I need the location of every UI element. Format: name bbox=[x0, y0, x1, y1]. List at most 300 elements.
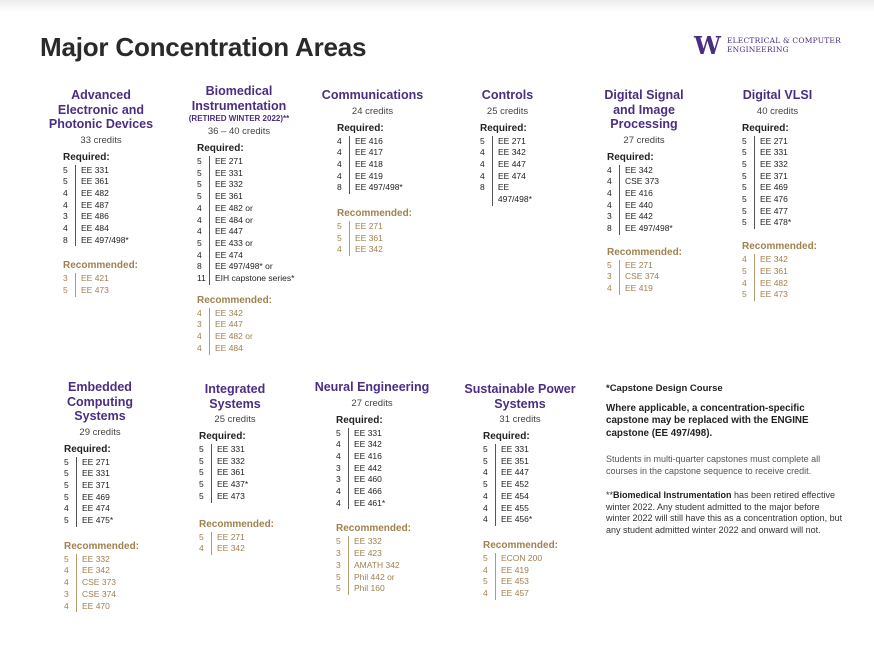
credit-value: 4 bbox=[607, 199, 612, 210]
area-title-line: Systems bbox=[494, 396, 546, 411]
course-row bbox=[607, 211, 694, 223]
course-row bbox=[742, 182, 820, 194]
recommended-row bbox=[199, 532, 278, 544]
course-row bbox=[742, 136, 820, 148]
credit-value: 4 bbox=[197, 202, 202, 213]
recommended-heading: Recommended: bbox=[337, 208, 413, 220]
course-row bbox=[742, 159, 820, 171]
top-band bbox=[0, 0, 874, 12]
course-code: EE 361 bbox=[754, 266, 788, 278]
multiquarter-note: Students in multi-quarter capstones must complete all courses in the capstone sequence to receive credit. bbox=[606, 454, 821, 476]
course-row bbox=[336, 498, 433, 510]
recommended-row bbox=[336, 583, 433, 595]
course-row bbox=[607, 223, 694, 235]
recommended-heading: Recommended: bbox=[742, 241, 818, 253]
course-code: EE 473 bbox=[75, 285, 109, 297]
credit-value: 4 bbox=[742, 277, 747, 288]
course-code: EE 419 bbox=[495, 565, 529, 577]
recommended-row bbox=[336, 536, 433, 548]
area-title-line: Communications bbox=[321, 88, 424, 102]
required-heading: Required: bbox=[742, 122, 789, 134]
area-title bbox=[735, 88, 820, 103]
course-row bbox=[607, 176, 694, 188]
credit-value: 5 bbox=[197, 179, 202, 190]
credit-value: 5 bbox=[197, 156, 202, 166]
course-code: EE 469 bbox=[76, 492, 110, 504]
area-advanced-electronic-and-photonic-devices bbox=[45, 88, 157, 297]
course-lists bbox=[63, 152, 157, 297]
area-title bbox=[470, 88, 545, 103]
recommended-row bbox=[197, 319, 302, 331]
credit-value: 3 bbox=[607, 271, 612, 282]
area-title-line: Digital Signal bbox=[604, 88, 684, 102]
course-code: EE 474 bbox=[492, 171, 526, 183]
credit-value: 4 bbox=[607, 176, 612, 187]
course-row bbox=[199, 491, 278, 503]
credits-label: 40 credits bbox=[756, 105, 799, 117]
course-code: EE 271 bbox=[492, 136, 526, 148]
area-title-line: Systems bbox=[74, 409, 126, 423]
course-row bbox=[483, 444, 580, 456]
credit-value: 4 bbox=[607, 164, 612, 175]
required-heading: Required: bbox=[199, 431, 246, 442]
course-row bbox=[197, 273, 302, 285]
recommended-row bbox=[742, 278, 820, 290]
course-row bbox=[63, 223, 157, 235]
course-row bbox=[64, 492, 148, 504]
credit-value: 5 bbox=[742, 194, 747, 205]
course-row bbox=[197, 261, 302, 273]
required-heading: Required: bbox=[337, 122, 384, 134]
course-row bbox=[336, 474, 433, 486]
recommended-row bbox=[64, 601, 148, 613]
course-code: EE 486 bbox=[75, 211, 109, 223]
course-row bbox=[337, 147, 430, 159]
course-row bbox=[63, 176, 157, 188]
recommended-row bbox=[336, 572, 433, 584]
course-row bbox=[197, 215, 302, 227]
credit-value: 5 bbox=[199, 444, 204, 454]
required-heading: Required: bbox=[336, 414, 383, 426]
course-code: CSE 373 bbox=[76, 577, 116, 589]
credit-value: 5 bbox=[742, 205, 747, 216]
course-code: ECON 200 bbox=[495, 553, 542, 565]
course-row bbox=[63, 165, 157, 177]
recommended-row bbox=[337, 244, 430, 256]
area-title-line: Neural Engineering bbox=[314, 380, 430, 394]
credit-value: 4 bbox=[197, 226, 202, 237]
recommended-heading: Recommended: bbox=[63, 260, 139, 272]
credit-value: 5 bbox=[64, 491, 69, 502]
course-lists bbox=[483, 431, 580, 600]
recommended-heading: Recommended: bbox=[607, 246, 683, 258]
course-code: EE 456* bbox=[495, 514, 532, 526]
course-code: EE 440 bbox=[619, 200, 653, 212]
credit-value: 4 bbox=[197, 331, 202, 342]
recommended-row bbox=[483, 553, 580, 565]
area-integrated-systems bbox=[192, 382, 278, 555]
course-row bbox=[64, 457, 148, 469]
credit-value: 5 bbox=[607, 259, 612, 270]
course-code: EE 417 bbox=[349, 147, 383, 159]
area-title-line: and Image bbox=[613, 102, 675, 117]
course-code: EE 332 bbox=[209, 179, 243, 191]
area-title bbox=[315, 88, 430, 103]
recommended-row bbox=[197, 343, 302, 355]
course-code: EE 331 bbox=[209, 168, 243, 180]
course-code: EE 460 bbox=[348, 474, 382, 486]
credit-value: 4 bbox=[607, 283, 612, 294]
course-code: EE 418 bbox=[349, 159, 383, 171]
course-code: EE 342 bbox=[76, 565, 110, 577]
credit-value: 4 bbox=[63, 199, 68, 210]
uw-w-logo-icon: W bbox=[694, 31, 721, 60]
course-code: EE 351 bbox=[495, 456, 529, 468]
capstone-note: Where applicable, a concentration-specific capstone may be replaced with the ENGINE capstone (EE 497/498). bbox=[606, 402, 809, 439]
course-row bbox=[336, 428, 433, 440]
course-row bbox=[480, 136, 545, 148]
credit-value: 4 bbox=[64, 600, 69, 611]
credit-value: 8 bbox=[337, 182, 342, 193]
course-code: EE 332 bbox=[348, 536, 382, 548]
course-row bbox=[483, 467, 580, 479]
credit-value: 4 bbox=[197, 214, 202, 225]
course-row bbox=[63, 235, 157, 247]
area-title-line: Sustainable Power bbox=[464, 382, 576, 396]
course-row bbox=[197, 179, 302, 191]
credit-value: 4 bbox=[337, 135, 342, 146]
area-sustainable-power-systems bbox=[460, 382, 580, 600]
course-lists bbox=[197, 143, 302, 355]
credit-value: 5 bbox=[199, 455, 204, 466]
area-title-line: Integrated bbox=[204, 382, 266, 396]
credit-value: 5 bbox=[64, 479, 69, 490]
credit-value: 4 bbox=[336, 486, 341, 497]
course-code: EE 421 bbox=[75, 273, 109, 285]
credit-value: 5 bbox=[337, 221, 342, 232]
course-row bbox=[480, 159, 545, 171]
credit-value: 5 bbox=[199, 479, 204, 490]
course-code: EE 332 bbox=[76, 554, 110, 566]
credit-value: 8 bbox=[607, 223, 612, 234]
course-code: EE 497/498* bbox=[349, 182, 403, 194]
course-code: EE 271 bbox=[211, 532, 245, 544]
recommended-row bbox=[742, 266, 820, 278]
recommended-row bbox=[483, 576, 580, 588]
course-row bbox=[483, 514, 580, 526]
course-code: EE 361 bbox=[349, 233, 383, 245]
credit-value: 5 bbox=[64, 553, 69, 564]
credit-value: 4 bbox=[63, 223, 68, 234]
course-code: EE 482 bbox=[75, 188, 109, 200]
course-code: EE 469 bbox=[754, 182, 788, 194]
credit-value: 4 bbox=[337, 170, 342, 181]
course-code: Phil 442 or bbox=[348, 572, 395, 584]
area-title bbox=[176, 84, 302, 113]
course-row bbox=[197, 226, 302, 238]
credits-label: 31 credits bbox=[499, 414, 541, 425]
credit-value: 3 bbox=[336, 548, 341, 559]
required-heading: Required: bbox=[483, 431, 530, 442]
course-row bbox=[63, 188, 157, 200]
course-code: EE 433 or bbox=[209, 238, 253, 250]
course-row bbox=[607, 188, 694, 200]
credit-value: 4 bbox=[197, 307, 202, 318]
recommended-row bbox=[64, 565, 148, 577]
credit-value: 3 bbox=[336, 559, 341, 570]
recommended-row bbox=[336, 548, 433, 560]
course-code: EE 371 bbox=[754, 171, 788, 183]
ece-logo bbox=[694, 31, 841, 60]
course-lists bbox=[742, 123, 820, 301]
course-code: EE 361 bbox=[75, 176, 109, 188]
course-code: EE 466 bbox=[348, 486, 382, 498]
credit-value: 5 bbox=[64, 468, 69, 479]
credit-value: 4 bbox=[197, 249, 202, 260]
credit-value: 5 bbox=[483, 576, 488, 587]
credit-value: 5 bbox=[742, 135, 747, 146]
course-code: EE 476 bbox=[754, 194, 788, 206]
course-row bbox=[337, 182, 430, 194]
credits-label: 27 credits bbox=[623, 134, 665, 146]
credit-value: 4 bbox=[337, 244, 342, 255]
credit-value: 5 bbox=[483, 552, 488, 563]
course-code: EE 442 bbox=[619, 211, 653, 223]
course-code: CSE 374 bbox=[76, 589, 116, 601]
credit-value: 5 bbox=[336, 427, 341, 438]
recommended-row bbox=[64, 577, 148, 589]
course-row bbox=[480, 171, 545, 183]
course-code: EE 331 bbox=[76, 468, 110, 480]
credit-value: 5 bbox=[336, 583, 341, 594]
recommended-row bbox=[607, 271, 694, 283]
credit-value: 4 bbox=[337, 147, 342, 158]
page-title: Major Concentration Areas bbox=[40, 32, 367, 62]
recommended-row bbox=[337, 233, 430, 245]
credit-value: 3 bbox=[197, 319, 202, 330]
area-biomedical-instrumentation bbox=[176, 84, 302, 355]
credit-value: 5 bbox=[63, 176, 68, 187]
course-code: EE 271 bbox=[754, 136, 788, 148]
credit-value: 3 bbox=[607, 211, 612, 222]
credit-value: 5 bbox=[480, 135, 485, 146]
credit-value: 4 bbox=[336, 450, 341, 461]
required-heading: Required: bbox=[480, 122, 527, 134]
credit-value: 5 bbox=[197, 191, 202, 202]
credit-value: 5 bbox=[483, 479, 488, 490]
recommended-row bbox=[64, 554, 148, 566]
course-code: EE 474 bbox=[209, 250, 243, 262]
course-code: EE 497/498* bbox=[75, 235, 129, 247]
course-row bbox=[199, 456, 278, 468]
notes-panel bbox=[606, 383, 846, 536]
course-row bbox=[197, 168, 302, 180]
credits-label: 27 credits bbox=[351, 397, 393, 409]
course-code: CSE 373 bbox=[619, 176, 659, 188]
course-code: EE 475* bbox=[76, 515, 113, 527]
credit-value: 5 bbox=[742, 147, 747, 158]
course-row bbox=[483, 456, 580, 468]
credits-label: 33 credits bbox=[80, 134, 122, 146]
course-row bbox=[197, 156, 302, 168]
course-lists bbox=[337, 123, 430, 257]
capstone-heading: *Capstone Design Course bbox=[606, 383, 723, 394]
recommended-heading: Recommended: bbox=[336, 523, 412, 535]
credit-value: 5 bbox=[199, 490, 204, 501]
retired-note: **Biomedical Instrumentation has been retired effective winter 2022. Any student admitted to the major before winter 2022 will still have this as a concentration option, but any student admitted winter 2022 and onward will not. bbox=[606, 490, 843, 535]
recommended-row bbox=[63, 273, 157, 285]
course-code: EE 271 bbox=[349, 221, 383, 233]
credit-value: 5 bbox=[742, 170, 747, 181]
course-code: EE 342 bbox=[754, 254, 788, 266]
credits-label: 25 credits bbox=[214, 414, 256, 425]
area-title-line: Embedded bbox=[68, 380, 132, 394]
credit-value: 4 bbox=[607, 187, 612, 198]
course-code: EE 442 bbox=[348, 463, 382, 475]
credit-value: 3 bbox=[63, 273, 68, 284]
course-code: EE 473 bbox=[754, 289, 788, 301]
recommended-heading: Recommended: bbox=[64, 540, 140, 552]
course-row bbox=[199, 479, 278, 491]
credit-value: 5 bbox=[337, 232, 342, 243]
credit-value: 5 bbox=[197, 167, 202, 178]
course-code: EE 423 bbox=[348, 548, 382, 560]
course-code: EE 482 or bbox=[209, 203, 253, 215]
course-row bbox=[480, 182, 545, 205]
course-code: EE 416 bbox=[349, 136, 383, 148]
course-row bbox=[483, 491, 580, 503]
course-code: EE 342 bbox=[349, 244, 383, 256]
recommended-heading: Recommended: bbox=[483, 539, 559, 551]
area-title-line: Controls bbox=[481, 88, 534, 102]
credit-value: 5 bbox=[64, 515, 69, 526]
required-heading: Required: bbox=[607, 151, 654, 163]
recommended-heading: Recommended: bbox=[197, 294, 273, 306]
credit-value: 4 bbox=[483, 514, 488, 525]
credit-value: 5 bbox=[742, 289, 747, 300]
credit-value: 5 bbox=[742, 182, 747, 193]
credit-value: 4 bbox=[336, 439, 341, 450]
credit-value: 5 bbox=[742, 265, 747, 276]
course-code: EE 457 bbox=[495, 588, 529, 600]
course-row bbox=[197, 191, 302, 203]
area-title bbox=[45, 88, 157, 132]
area-title-line: Electronic and bbox=[57, 102, 145, 117]
course-code: EE 473 bbox=[211, 491, 245, 503]
recommended-row bbox=[199, 543, 278, 555]
area-title-line: Processing bbox=[610, 117, 678, 131]
course-code: EE 342 bbox=[619, 165, 653, 177]
course-code: AMATH 342 bbox=[348, 560, 400, 572]
credit-value: 4 bbox=[63, 187, 68, 198]
credit-value: 5 bbox=[742, 217, 747, 228]
credit-value: 3 bbox=[336, 462, 341, 473]
area-controls bbox=[470, 88, 545, 206]
recommended-row bbox=[607, 283, 694, 295]
area-title bbox=[52, 380, 148, 424]
credit-value: 4 bbox=[483, 467, 488, 478]
course-row bbox=[337, 159, 430, 171]
course-code: EIH capstone series* bbox=[209, 273, 294, 285]
credits-label: 29 credits bbox=[79, 426, 121, 438]
credit-value: 4 bbox=[483, 564, 488, 575]
course-code: Phil 160 bbox=[348, 583, 385, 595]
course-code: EE 361 bbox=[209, 191, 243, 203]
area-neural-engineering bbox=[311, 380, 433, 595]
course-code: EE 484 or bbox=[209, 215, 253, 227]
course-code: EE 331 bbox=[75, 165, 109, 177]
course-row bbox=[607, 200, 694, 212]
recommended-row bbox=[483, 565, 580, 577]
course-code: EE 447 bbox=[495, 467, 529, 479]
credit-value: 5 bbox=[483, 455, 488, 466]
course-row bbox=[64, 480, 148, 492]
course-row bbox=[199, 444, 278, 456]
credit-value: 4 bbox=[480, 158, 485, 169]
course-lists bbox=[336, 415, 433, 595]
course-code: EE 447 bbox=[209, 226, 243, 238]
course-code: EE 453 bbox=[495, 576, 529, 588]
recommended-row bbox=[607, 260, 694, 272]
course-code: EE 342 bbox=[348, 439, 382, 451]
course-code: EE 342 bbox=[211, 543, 245, 555]
course-row bbox=[742, 206, 820, 218]
course-row bbox=[336, 486, 433, 498]
credit-value: 4 bbox=[480, 170, 485, 181]
required-heading: Required: bbox=[63, 151, 110, 163]
course-code: EE 342 bbox=[209, 308, 243, 320]
area-digital-vlsi bbox=[735, 88, 820, 301]
course-row bbox=[337, 171, 430, 183]
course-code: EE 331 bbox=[495, 444, 529, 456]
logo-wordmark: ELECTRICAL & COMPUTER ENGINEERING bbox=[726, 36, 841, 54]
course-code: EE 454 bbox=[495, 491, 529, 503]
credit-value: 5 bbox=[336, 536, 341, 547]
course-code: EE 478* bbox=[754, 217, 791, 229]
course-code: EE 497/498* or bbox=[209, 261, 273, 273]
recommended-row bbox=[742, 254, 820, 266]
credit-value: 8 bbox=[197, 261, 202, 272]
credit-value: 3 bbox=[64, 588, 69, 599]
course-code: EE 271 bbox=[619, 260, 653, 272]
course-row bbox=[742, 217, 820, 229]
area-subtitle: (RETIRED WINTER 2022)** bbox=[188, 114, 290, 123]
recommended-row bbox=[336, 560, 433, 572]
course-code: EE 447 bbox=[209, 319, 243, 331]
course-code: EE 461* bbox=[348, 498, 385, 510]
course-code: EE 497/498* bbox=[492, 182, 545, 205]
course-row bbox=[63, 211, 157, 223]
course-row bbox=[337, 136, 430, 148]
course-code: EE 371 bbox=[76, 480, 110, 492]
course-code: EE 452 bbox=[495, 479, 529, 491]
area-title bbox=[192, 382, 278, 411]
course-row bbox=[64, 515, 148, 527]
credit-value: 4 bbox=[199, 543, 204, 554]
area-title-line: Photonic Devices bbox=[48, 117, 154, 131]
recommended-row bbox=[63, 285, 157, 297]
credit-value: 4 bbox=[64, 577, 69, 588]
credit-value: 4 bbox=[336, 497, 341, 508]
credit-value: 5 bbox=[199, 531, 204, 542]
course-code: EE 332 bbox=[211, 456, 245, 468]
recommended-heading: Recommended: bbox=[199, 518, 275, 530]
course-code: EE 455 bbox=[495, 503, 529, 515]
area-title bbox=[311, 380, 433, 395]
course-row bbox=[336, 451, 433, 463]
credit-value: 4 bbox=[64, 565, 69, 576]
course-code: EE 331 bbox=[211, 444, 245, 456]
